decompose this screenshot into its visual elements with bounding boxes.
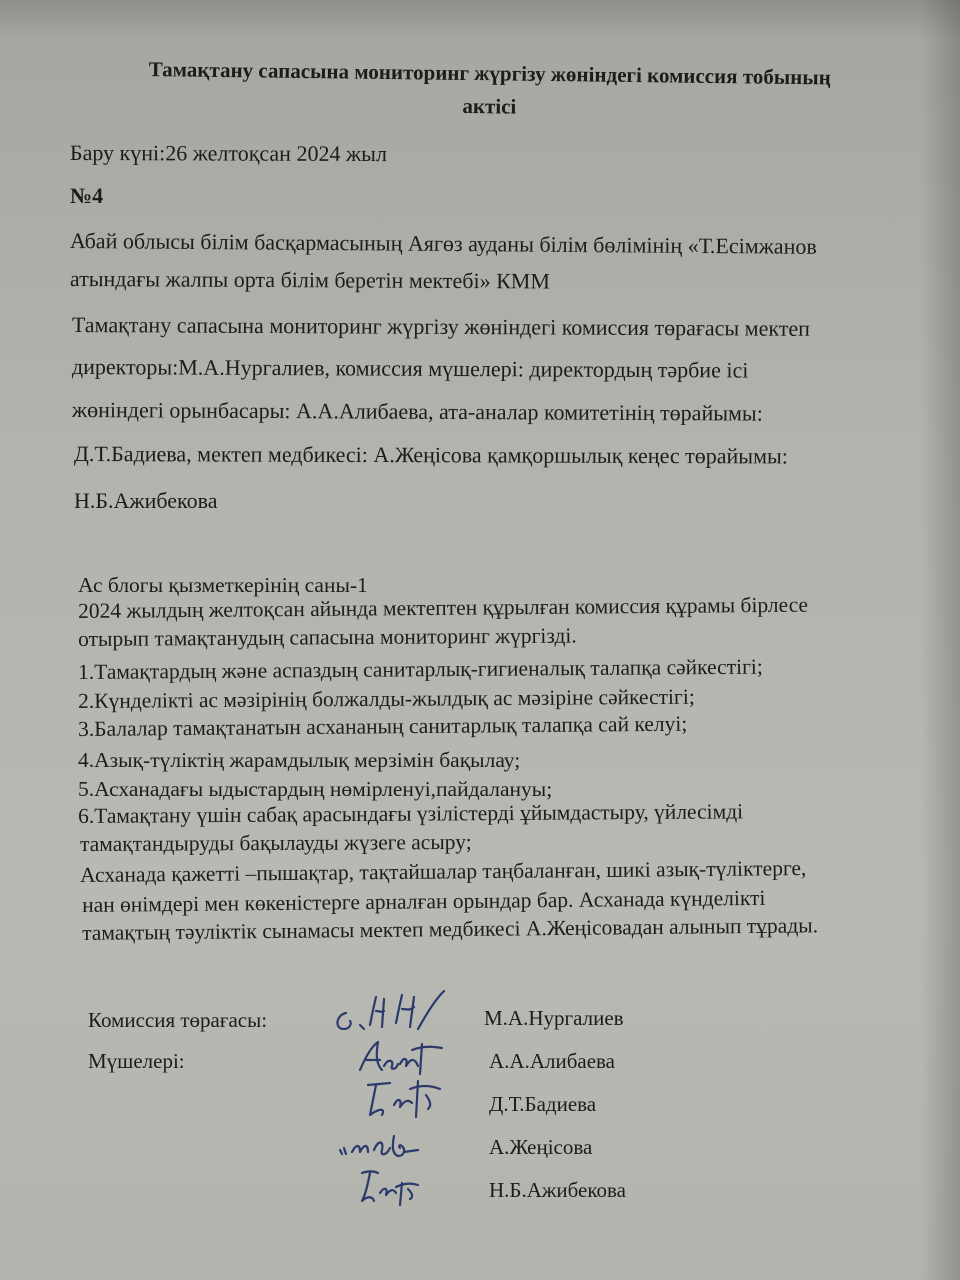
commission-line-5: Н.Б.Ажибекова (74, 488, 218, 513)
body-line-5: 2.Күнделікті ас мәзірінің болжалды-жылдық ас мәзіріне сәйкестігі; (78, 684, 695, 713)
act-number: №4 (70, 183, 104, 208)
body-line-10: тамақтандыруды бақылауды жүзеге асыру; (80, 829, 472, 856)
signatory-name-member-1: А.А.Алибаева (489, 1049, 615, 1073)
commission-line-1: Тамақтану сапасына мониторинг жүргізу жөніндегі комиссия төрағасы мектеп (71, 312, 811, 341)
signatory-name-member-4: Н.Б.Ажибекова (489, 1178, 626, 1202)
body-line-2: 2024 жылдың желтоқсан айында мектептен құрылған комиссия құрамы бірлесе (78, 592, 809, 623)
document-title (59, 52, 920, 129)
signature-member-3 (334, 1126, 424, 1166)
commission-line-4: Д.Т.Бадиева, мектеп медбикесі: А.Жеңісова қамқоршылық кеңес төрайымы: (73, 441, 788, 469)
commission-line-3: жөніндегі орынбасары: А.А.Алибаева, ата-аналар комитетінің төрайымы: (71, 397, 763, 426)
signature-member-1 (352, 1036, 452, 1080)
body-line-12: нан өнімдері мен көкеністерге арналған орындар бар. Асханада күнделікті (82, 885, 766, 917)
body-line-8: 5.Асханадағы ыдыстардың нөмірленуі,пайдалануы; (78, 777, 553, 801)
visit-date: Бару күні:26 желтоқсан 2024 жыл (69, 140, 387, 167)
commission-line-2: директоры:М.А.Нургалиев, комиссия мүшелері: директордың тәрбие ісі (71, 354, 749, 383)
body-line-3: отырып тамақтанудың сапасына мониторинг жүргізді. (78, 623, 577, 651)
signature-chair (326, 985, 456, 1035)
organization-line-2: атындағы жалпы орта білім беретін мектебі» КММ (69, 266, 550, 294)
body-line-13: тамақтың тәуліктік сынамасы мектеп медбикесі А.Жеңісовадан алынып тұрады. (82, 913, 819, 945)
signature-member-2 (360, 1075, 450, 1123)
body-line-4: 1.Тамақтардың және аспаздың санитарлық-гигиеналық талапқа сәйкестігі; (78, 654, 763, 684)
members-label: Мүшелері: (88, 1049, 185, 1073)
signatory-name-chair: М.А.Нургалиев (484, 1006, 624, 1030)
signatory-name-member-3: А.Жеңісова (489, 1135, 593, 1159)
organization-line-1: Абай облысы білім басқармасының Аягөз ауданы білім бөлімінің «Т.Есімжанов (69, 228, 817, 259)
body-line-7: 4.Азық-түліктің жарамдылық мерзімін бақылау; (78, 748, 521, 772)
signatory-name-member-2: Д.Т.Бадиева (489, 1092, 597, 1116)
body-line-9: 6.Тамақтану үшін сабақ арасындағы үзілістерді ұйымдастыру, үйлесімді (78, 799, 744, 828)
body-line-1: Ас блогы қызметкерінің саны-1 (78, 573, 368, 597)
page-shadow-right (920, 0, 960, 1280)
chair-label: Комиссия төрағасы: (88, 1008, 268, 1032)
signature-member-4 (352, 1165, 432, 1209)
page-shadow-top (0, 0, 960, 40)
title-line-1: Тамақтану сапасына мониторинг жүргізу жөніндегі комиссия тобының (148, 57, 831, 90)
body-line-11: Асханада қажетті –пышақтар, тақтайшалар таңбаланған, шикі азық-түліктерге, (80, 856, 807, 887)
body-line-6: 3.Балалар тамақтанатын асхананың санитарлық талапқа сай келуі; (78, 711, 688, 741)
title-line-2: актісі (462, 93, 517, 119)
